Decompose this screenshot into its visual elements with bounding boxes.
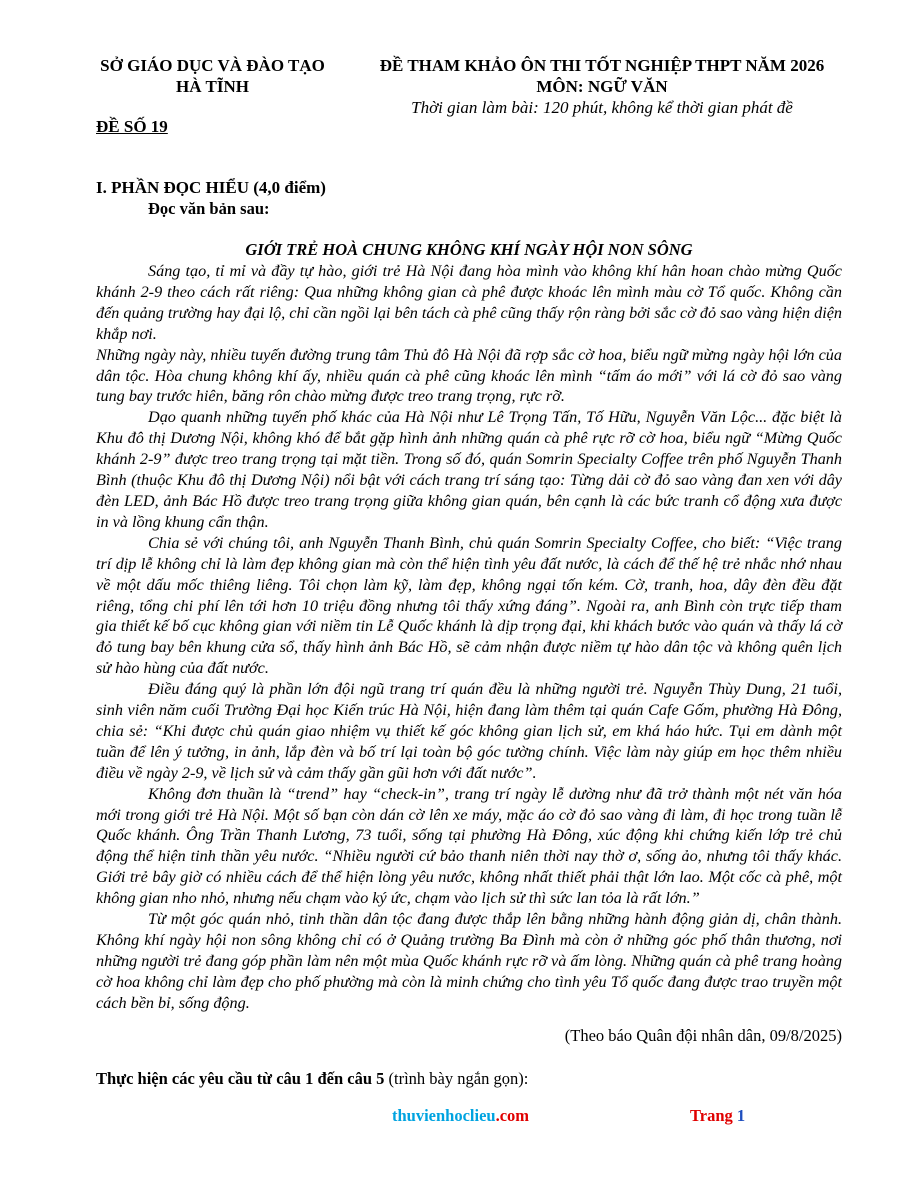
exam-title: ĐỀ THAM KHẢO ÔN THI TỐT NGHIỆP THPT NĂM 2026: [379, 56, 825, 75]
article-paragraph: Sáng tạo, tỉ mỉ và đầy tự hào, giới trẻ Hà Nội đang hòa mình vào không khí hân hoan chào mừng Quốc khánh 2-9 theo cách rất riêng: Qua những không gian cà phê được khoác lên mình màu cờ Tổ quốc. Không cần đến quảng trường hay đại lộ, chỉ cần ngồi lại bên tách cà phê cũng thấy rộn ràng bởi sắc cờ đỏ sao vàng hiện diện khắp nơi.: [96, 262, 842, 343]
article-paragraph: Chia sẻ với chúng tôi, anh Nguyễn Thanh Bình, chủ quán Somrin Specialty Coffee, cho biết: “Việc trang trí dịp lễ không chỉ là làm đẹp không gian mà còn thể hiện tình yêu đất nước, là cách để thế hệ trẻ nhắc nhớ nhau về một dấu mốc thiêng liêng. Tôi chọn làm kỹ, làm đẹp, không ngại tốn kém. Cờ, tranh, hoa, dây đèn đều đặt riêng, tổng chi phí lên tới hơn 10 triệu đồng nhưng tôi thấy xứng đáng”. Ngoài ra, anh Bình còn trực tiếp tham gia thiết kế bố cục không gian với niềm tin Lễ Quốc khánh là dịp trọng đại, khi khách bước vào quán và thấy lá cờ đỏ tung bay bên khung cửa sổ, thấy hình ảnh Bác Hồ, sẽ cảm nhận được niềm tự hào dân tộc và không quên lịch sử hào hùng của đất nước.: [96, 533, 842, 678]
exam-number: ĐỀ SỐ 19: [96, 117, 168, 136]
org-name: SỞ GIÁO DỤC VÀ ĐÀO TẠO: [100, 56, 325, 75]
article-paragraph: Dạo quanh những tuyến phố khác của Hà Nội như Lê Trọng Tấn, Tố Hữu, Nguyễn Văn Lộc... đặc biệt là Khu đô thị Dương Nội, không khó để bắt gặp hình ảnh những quán cà phê rực rỡ cờ hoa, biểu ngữ “Mừng Quốc khánh 2-9” được treo trang trọng tại mặt tiền. Trong số đó, quán Somrin Specialty Coffee trên phố Nguyễn Thanh Bình (thuộc Khu đô thị Dương Nội) nổi bật với cách trang trí sáng tạo: Từng dải cờ đỏ sao vàng đan xen với dây đèn LED, ảnh Bác Hồ được treo trang trọng giữa không gian quán, bên cạnh là các bức tranh cổ động xưa được in và lồng khung cẩn thận.: [96, 408, 842, 531]
issuing-organization: [80, 55, 345, 97]
article-title: GIỚI TRẺ HOÀ CHUNG KHÔNG KHÍ NGÀY HỘI NON SÔNG: [245, 240, 693, 259]
footer-site-name: thuvienhoclieu: [392, 1106, 496, 1125]
org-province: HÀ TĨNH: [176, 77, 249, 96]
page-number: [690, 1106, 745, 1126]
page-label: Trang: [690, 1106, 737, 1125]
section-heading: I. PHẦN ĐỌC HIỂU (4,0 điểm): [96, 178, 326, 197]
task-instruction: [96, 1069, 528, 1089]
exam-subject: MÔN: NGỮ VĂN: [536, 77, 668, 96]
article-body: [96, 261, 842, 1014]
exam-header: [352, 55, 852, 118]
footer-website[interactable]: [392, 1106, 529, 1126]
reading-instruction: Đọc văn bản sau:: [148, 199, 270, 218]
article-paragraph: Từ một góc quán nhỏ, tinh thần dân tộc đang được thắp lên bằng những hành động giản dị, chân thành. Không khí ngày hội non sông không chỉ có ở Quảng trường Ba Đình mà còn ở những góc phố thân thương, nơi những người trẻ đang góp phần làm nên một mùa Quốc khánh rực rỡ và ấm lòng. Những quán cà phê trang hoàng cờ hoa không chỉ làm đẹp cho phố phường mà còn là minh chứng cho tình yêu Tổ quốc đang được trao truyền một cách bền bỉ, sống động.: [96, 910, 842, 1012]
article-source: (Theo báo Quân đội nhân dân, 09/8/2025): [564, 1026, 842, 1045]
article-paragraph: Không đơn thuần là “trend” hay “check-in”, trang trí ngày lễ dường như đã trở thành một nét văn hóa mới trong giới trẻ Hà Nội. Một số bạn còn dán cờ lên xe máy, mặc áo cờ đỏ sao vàng đi làm, đi học trong tuần lễ Quốc khánh. Ông Trần Thanh Lương, 73 tuổi, sống tại phường Hà Đông, xúc động khi chứng kiến lớp trẻ chủ động thể hiện tinh thần yêu nước. “Nhiều người cứ bảo thanh niên thời nay thờ ơ, sống ảo, nhưng tôi thấy khác. Giới trẻ bây giờ có nhiều cách để thể hiện lòng yêu nước, không nhất thiết phải thật lớn lao. Một cốc cà phê, một không gian nho nhỏ, nhưng nếu chạm vào ký ức, chạm vào lịch sử thì sức lan tỏa là rất lớn.”: [96, 784, 842, 908]
footer-site-tld: .com: [495, 1106, 530, 1125]
exam-time: Thời gian làm bài: 120 phút, không kể thời gian phát đề: [411, 98, 793, 117]
task-instruction-note: (trình bày ngắn gọn):: [384, 1069, 529, 1088]
task-instruction-bold: Thực hiện các yêu cầu từ câu 1 đến câu 5: [96, 1069, 385, 1088]
page-number-value: 1: [736, 1106, 746, 1125]
article-paragraph: Những ngày này, nhiều tuyến đường trung tâm Thủ đô Hà Nội đã rợp sắc cờ hoa, biểu ngữ mừng ngày hội lớn của dân tộc. Hòa chung không khí ấy, nhiều quán cà phê cũng khoác lên mình “tấm áo mới” với lá cờ đỏ sao vàng tung bay trước hiên, băng rôn chào mừng được treo trang trọng, rực rỡ.: [96, 345, 842, 406]
article-paragraph: Điều đáng quý là phần lớn đội ngũ trang trí quán đều là những người trẻ. Nguyễn Thùy Dung, 21 tuổi, sinh viên năm cuối Trường Đại học Kiến trúc Hà Nội, hiện đang làm thêm tại quán Cafe Gốm, phường Hà Đông, chia sẻ: “Khi được chủ quán giao nhiệm vụ thiết kế góc không gian lịch sử, em khá háo hức. Tụi em dành một tuần để lên ý tưởng, in ảnh, lắp đèn và bố trí lại toàn bộ góc tường chính. Việc làm này giúp em học thêm nhiều điều về ngày 2-9, về lịch sử và cảm thấy gần gũi hơn với đất nước”.: [96, 680, 842, 782]
